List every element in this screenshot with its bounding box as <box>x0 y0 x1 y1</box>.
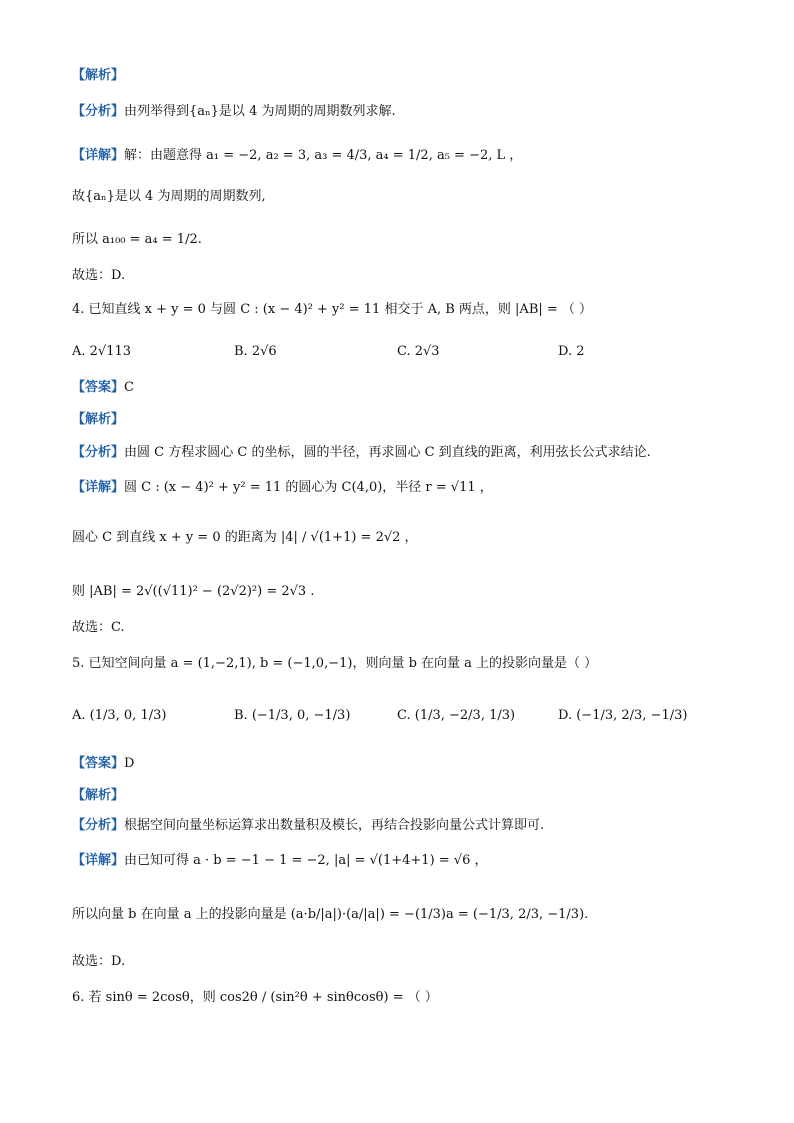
q5-analysis-line: 【分析】根据空间向量坐标运算求出数量积及模长，再结合投影向量公式计算即可. <box>72 818 545 833</box>
q4-option-d: D. 2 <box>558 344 585 359</box>
q6-stem: 6. 若 sinθ = 2cosθ，则 cos2θ / (sin²θ + sinθcosθ) = （ ） <box>72 990 438 1005</box>
q3-detail-line: 【详解】解：由题意得 a₁ = −2, a₂ = 3, a₃ = 4/3, a₄ = 1/2, a₅ = −2, L ， <box>72 148 523 163</box>
q4-choice-line: 故选：C. <box>72 620 125 635</box>
q5-option-b: B. (−1/3, 0, −1/3) <box>234 708 351 723</box>
q5-choice-line: 故选：D. <box>72 954 126 969</box>
q4-stem: 4. 已知直线 x + y = 0 与圆 C : (x − 4)² + y² = 11 相交于 A, B 两点，则 |AB| = （ ） <box>72 302 593 317</box>
q4-option-b: B. 2√6 <box>234 344 277 359</box>
q4-analysis-heading: 【解析】 <box>72 412 125 427</box>
q4-chord-line: 则 |AB| = 2√((√11)² − (2√2)²) = 2√3 . <box>72 584 315 599</box>
q5-option-d: D. (−1/3, 2/3, −1/3) <box>558 708 688 723</box>
q4-distance-line: 圆心 C 到直线 x + y = 0 的距离为 |4| / √(1+1) = 2√2 ， <box>72 530 418 545</box>
q5-answer: 【答案】D <box>72 756 135 771</box>
q3-analysis-heading: 【解析】 <box>72 68 125 83</box>
q4-option-a: A. 2√113 <box>72 344 132 359</box>
q5-analysis-heading: 【解析】 <box>72 788 125 803</box>
q4-answer: 【答案】C <box>72 380 134 395</box>
q4-detail-line: 【详解】圆 C : (x − 4)² + y² = 11 的圆心为 C(4,0)，半径 r = √11 ， <box>72 480 493 495</box>
q4-option-c: C. 2√3 <box>397 344 440 359</box>
q3-value-line: 所以 a₁₀₀ = a₄ = 1/2. <box>72 232 202 247</box>
q5-detail-line: 【详解】由已知可得 a · b = −1 − 1 = −2, |a| = √(1+4+1) = √6 ， <box>72 853 488 868</box>
q4-analysis-line: 【分析】由圆 C 方程求圆心 C 的坐标，圆的半径，再求圆心 C 到直线的距离，利用弦长公式求结论. <box>72 445 651 460</box>
q3-period-line: 故{aₙ}是以 4 为周期的周期数列, <box>72 189 266 204</box>
q5-projection-line: 所以向量 b 在向量 a 上的投影向量是 (a·b/|a|)·(a/|a|) = −(1/3)a = (−1/3, 2/3, −1/3). <box>72 907 589 922</box>
q5-stem: 5. 已知空间向量 a = (1,−2,1), b = (−1,0,−1)，则向量 b 在向量 a 上的投影向量是（ ） <box>72 656 598 671</box>
q5-option-a: A. (1/3, 0, 1/3) <box>72 708 167 723</box>
q3-choice-line: 故选：D. <box>72 268 126 283</box>
q5-option-c: C. (1/3, −2/3, 1/3) <box>397 708 516 723</box>
q3-analysis-line: 【分析】由列举得到{aₙ}是以 4 为周期的周期数列求解. <box>72 104 396 119</box>
